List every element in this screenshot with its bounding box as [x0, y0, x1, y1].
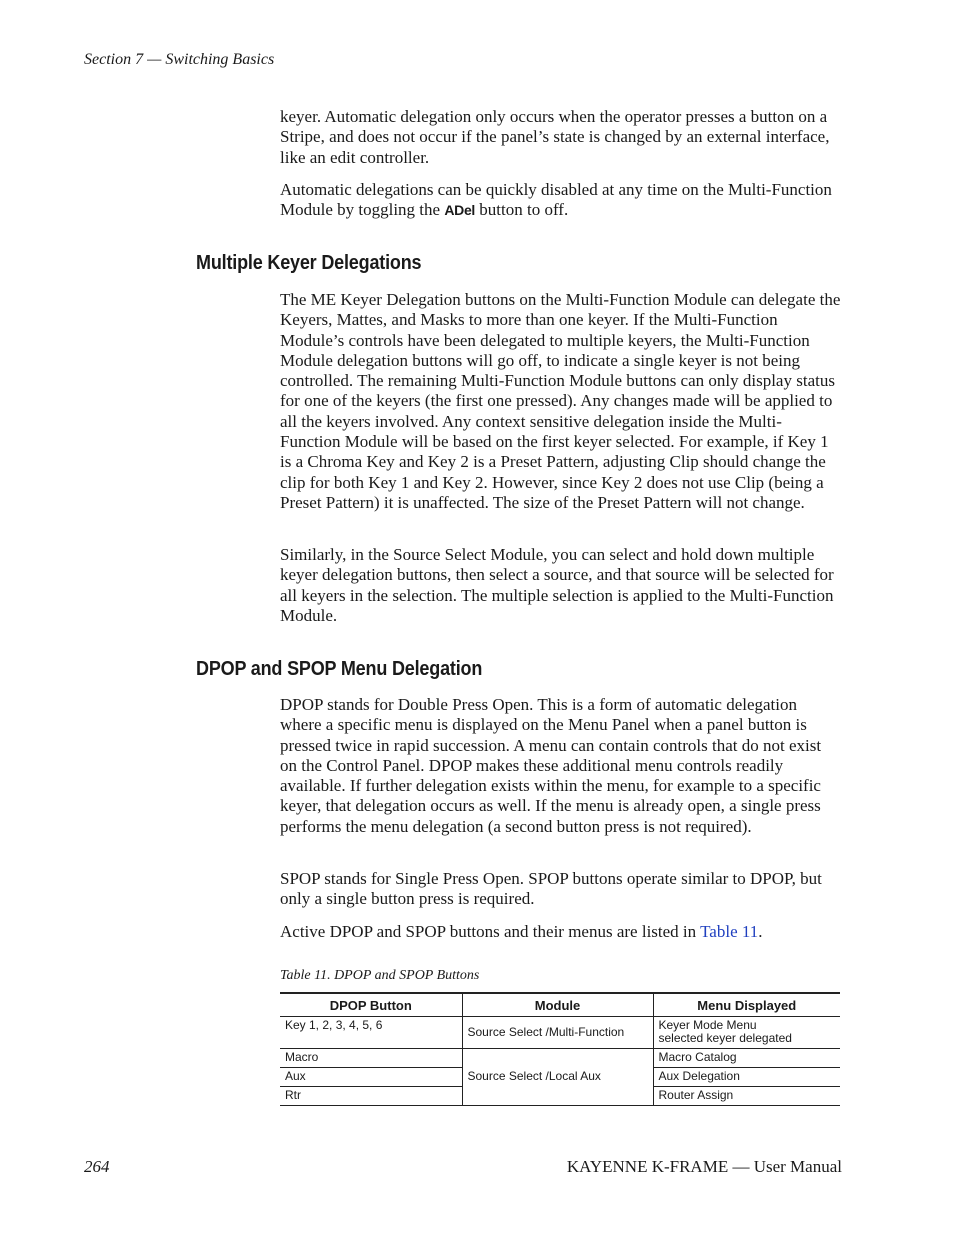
cell-button: Rtr	[280, 1087, 462, 1106]
multiple-text-2: Similarly, in the Source Select Module, you can select and hold down multiple keyer delegation buttons, then select a source, and that source will be selected for all keyers in the selection. The multiple selection is applied to the Multi-Function Module.	[280, 545, 834, 625]
dpop-text-3-after: .	[758, 922, 763, 941]
cell-menu	[653, 1017, 840, 1049]
table-row	[280, 1017, 840, 1049]
running-header: Section 7 — Switching Basics	[84, 51, 275, 68]
dpop-text-3-before: Active DPOP and SPOP buttons and their menus are listed in	[280, 922, 701, 941]
intro-text-2	[280, 180, 842, 221]
heading-multiple-keyer-delegations: Multiple Keyer Delegations	[196, 252, 422, 274]
dpop-paragraph-1	[280, 695, 842, 837]
table-11-link[interactable]: Table 11	[700, 922, 759, 941]
cell-button: Key 1, 2, 3, 4, 5, 6	[280, 1017, 462, 1049]
intro-text-1: keyer. Automatic delegation only occurs when the operator presses a button on a Stripe, and does not occur if the panel’s state is changed by an external interface, like an edit controller.	[280, 107, 830, 167]
cell-menu-sub: selected keyer delegated	[658, 1031, 792, 1045]
manual-title: KAYENNE K-FRAME — User Manual	[566, 1157, 842, 1176]
cell-button: Macro	[280, 1049, 462, 1068]
dpop-text-3	[280, 922, 842, 942]
cell-menu: Aux Delegation	[653, 1068, 840, 1087]
column-header-dpop-button: DPOP Button	[280, 993, 462, 1017]
column-header-menu-displayed: Menu Displayed	[653, 993, 840, 1017]
table-caption: Table 11. DPOP and SPOP Buttons	[280, 968, 480, 983]
dpop-paragraph-3	[280, 922, 842, 942]
cell-menu: Router Assign	[653, 1087, 840, 1106]
heading-dpop-spop: DPOP and SPOP Menu Delegation	[196, 658, 483, 680]
table-header-row	[280, 993, 840, 1017]
cell-button: Aux	[280, 1068, 462, 1087]
column-header-module: Module	[462, 993, 653, 1017]
cell-module: Source Select /Local Aux	[462, 1049, 653, 1106]
intro-text-2-before: Automatic delegations can be quickly disabled at any time on the Multi-Function Module by toggling the	[280, 180, 832, 220]
multiple-text-1: The ME Keyer Delegation buttons on the Multi-Function Module can delegate the Keyers, Mattes, and Masks to more than one keyer. If the Multi-Function Module’s controls have been delegated to multiple keyers, the Multi-Function Module delegation buttons will go off, to indicate a single keyer is not being controlled. The remaining Multi-Function Module buttons can only display status for one of the keyers (the first one pressed). Any changes made will be applied to all the keyers involved. Any context sensitive delegation inside the Multi-Function Module will be based on the first keyer selected. For example, if Key 1 is a Chroma Key and Key 2 is a Preset Pattern, adjusting Clip should change the clip for both Key 1 and Key 2. However, since Key 2 does not use Clip (being a Preset Pattern) it is unaffected. The size of the Preset Pattern will not change.	[280, 290, 841, 512]
cell-menu: Macro Catalog	[653, 1049, 840, 1068]
intro-paragraph-2	[280, 180, 842, 221]
intro-text-2-after: button to off.	[475, 200, 569, 220]
intro-paragraph-1	[280, 107, 842, 168]
dpop-text-1: DPOP stands for Double Press Open. This is a form of automatic delegation where a specific menu is displayed on the Menu Panel when a panel button is pressed twice in rapid succession. A menu can contain controls that do not exist on the Control Panel. DPOP makes these additional menu controls readily available. If further delegation exists within the menu, for example to a specific keyer, that delegation occurs as well. If the menu is already open, a single press performs the menu delegation (a second button press is not required).	[280, 695, 822, 836]
page-number: 264	[84, 1157, 110, 1176]
cell-menu-main: Keyer Mode Menu	[658, 1018, 757, 1032]
adel-button-name: ADel	[444, 202, 476, 219]
dpop-paragraph-2	[280, 869, 842, 910]
multiple-paragraph-2	[280, 545, 842, 626]
cell-module: Source Select /Multi-Function	[462, 1017, 653, 1049]
dpop-text-2: SPOP stands for Single Press Open. SPOP buttons operate similar to DPOP, but only a single button press is required.	[280, 869, 822, 909]
dpop-spop-table	[280, 992, 840, 1106]
multiple-paragraph-1	[280, 290, 842, 513]
table-row	[280, 1049, 840, 1068]
